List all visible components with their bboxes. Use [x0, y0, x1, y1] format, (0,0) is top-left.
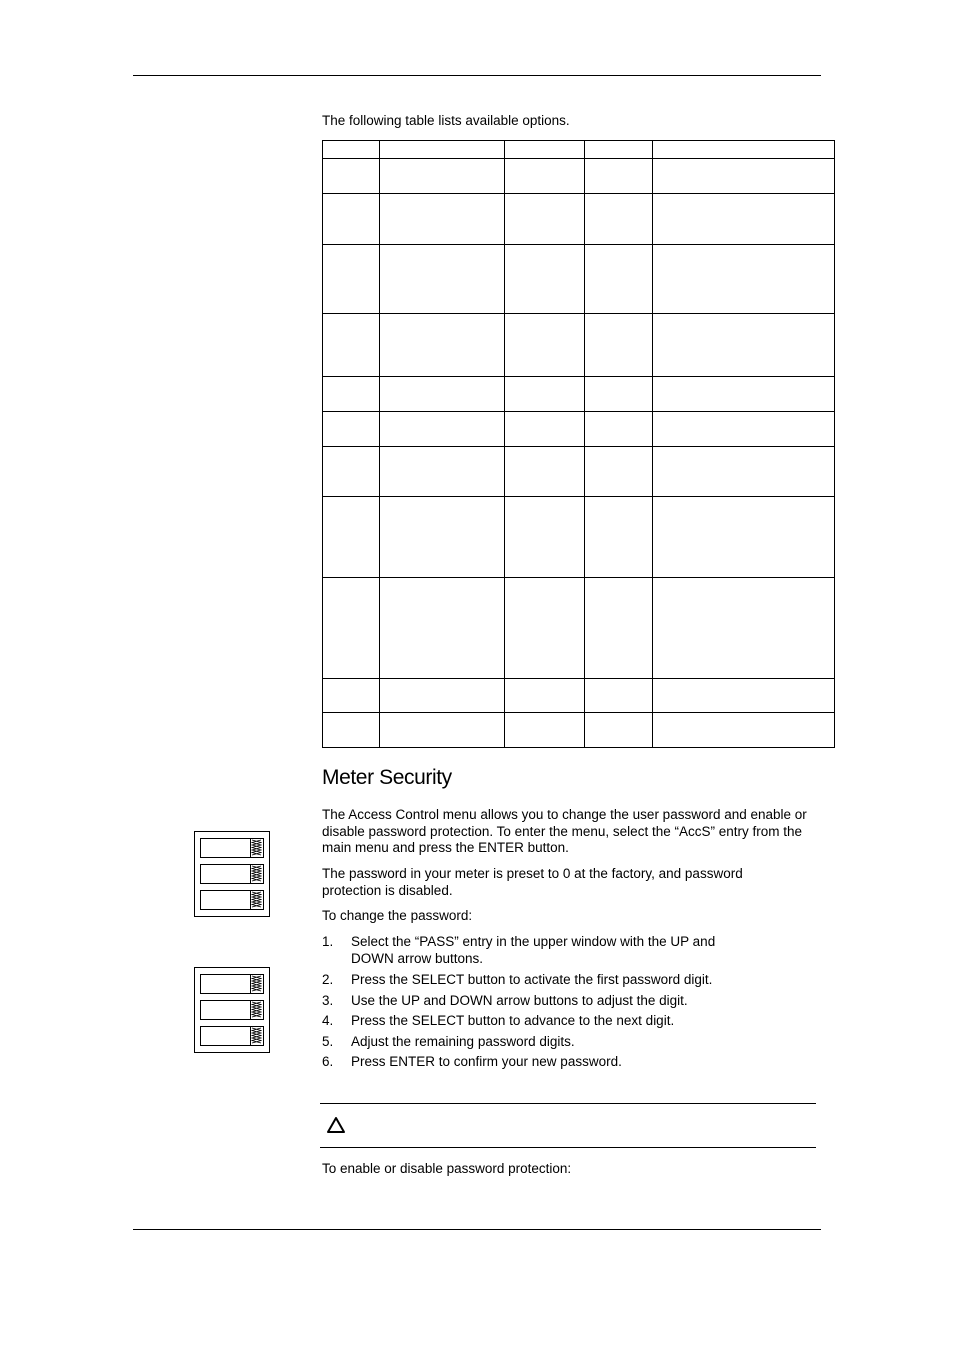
table-cell — [505, 497, 585, 578]
table-cell — [505, 159, 585, 194]
table-cell — [653, 412, 835, 447]
header-rule — [133, 75, 821, 76]
table-cell — [505, 141, 585, 159]
table-cell — [323, 377, 380, 412]
table-cell — [505, 377, 585, 412]
table-cell — [380, 194, 505, 245]
segment-pattern-icon — [251, 865, 262, 883]
change-password-heading: To change the password: — [322, 908, 473, 923]
table-row — [323, 679, 835, 713]
list-item: 4. Press the SELECT button to advance to the next digit. — [322, 1013, 675, 1028]
list-item: 3. Use the UP and DOWN arrow buttons to adjust the digit. — [322, 992, 688, 1008]
section-title: Meter Security — [322, 766, 452, 789]
table-cell — [585, 377, 653, 412]
table-cell — [585, 497, 653, 578]
display-window-upper — [200, 974, 264, 994]
list-item: 2. Press the SELECT button to activate the first password digit. — [322, 972, 713, 987]
table-cell — [380, 141, 505, 159]
table-cell — [505, 314, 585, 377]
table-cell — [505, 412, 585, 447]
table-cell — [323, 194, 380, 245]
table-row — [323, 141, 835, 159]
segment-pattern-icon — [251, 1001, 262, 1019]
table-cell — [585, 141, 653, 159]
table-cell — [323, 497, 380, 578]
table-cell — [505, 245, 585, 314]
table-cell — [323, 578, 380, 679]
table-cell — [653, 578, 835, 679]
display-window-middle — [200, 1000, 264, 1020]
display-window-upper — [200, 838, 264, 858]
table-cell — [653, 713, 835, 748]
table-cell — [380, 159, 505, 194]
table-cell — [323, 159, 380, 194]
table-row — [323, 194, 835, 245]
table-cell — [380, 578, 505, 679]
caution-triangle-icon — [326, 1116, 346, 1134]
table-cell — [653, 245, 835, 314]
table-cell — [505, 447, 585, 497]
table-cell — [323, 245, 380, 314]
table-cell — [323, 713, 380, 748]
table-row — [323, 578, 835, 679]
table-cell — [653, 497, 835, 578]
segment-pattern-icon — [251, 839, 262, 857]
table-cell — [585, 159, 653, 194]
table-cell — [323, 447, 380, 497]
table-cell — [585, 194, 653, 245]
options-table — [322, 140, 835, 748]
table-cell — [585, 412, 653, 447]
table-row — [323, 377, 835, 412]
table-cell — [653, 679, 835, 713]
table-cell — [323, 314, 380, 377]
table-cell — [380, 713, 505, 748]
table-cell — [585, 578, 653, 679]
access-control-paragraph: The Access Control menu allows you to change the user password and enable or disable password protection. To enter the menu, select the “AccS” entry from the main menu and press the ENTER button. — [322, 807, 807, 855]
table-cell — [380, 497, 505, 578]
table-cell — [585, 245, 653, 314]
table-cell — [505, 679, 585, 713]
table-cell — [653, 377, 835, 412]
table-row — [323, 314, 835, 377]
footer-rule — [133, 1229, 821, 1230]
factory-preset-paragraph: The password in your meter is preset to 0 at the factory, and password protection is disabled. — [322, 866, 743, 898]
segment-pattern-icon — [251, 1027, 262, 1045]
table-cell — [323, 141, 380, 159]
table-cell — [653, 314, 835, 377]
table-cell — [505, 194, 585, 245]
table-row — [323, 447, 835, 497]
segment-pattern-icon — [251, 975, 262, 993]
table-row — [323, 412, 835, 447]
caution-note — [320, 1103, 816, 1148]
list-item: 6. Press ENTER to confirm your new password. — [322, 1054, 622, 1069]
table-cell — [585, 713, 653, 748]
table-cell — [653, 141, 835, 159]
table-cell — [323, 412, 380, 447]
table-cell — [653, 447, 835, 497]
list-item: 5. Adjust the remaining password digits. — [322, 1033, 575, 1049]
display-window-middle — [200, 864, 264, 884]
password-steps-list — [322, 934, 721, 1071]
table-cell — [380, 245, 505, 314]
table-cell — [653, 159, 835, 194]
table-cell — [380, 679, 505, 713]
display-window-lower — [200, 1026, 264, 1046]
table-row — [323, 159, 835, 194]
list-item: 1. Select the “PASS” entry in the upper window with the UP and DOWN arrow buttons. — [322, 934, 716, 966]
table-cell — [380, 412, 505, 447]
table-cell — [585, 679, 653, 713]
segment-pattern-icon — [251, 891, 262, 909]
table-row — [323, 245, 835, 314]
table-cell — [380, 314, 505, 377]
meter-display-illustration — [194, 967, 270, 1053]
table-cell — [505, 713, 585, 748]
table-row — [323, 497, 835, 578]
intro-text: The following table lists available options. — [322, 113, 570, 128]
table-row — [323, 713, 835, 748]
table-cell — [585, 447, 653, 497]
display-window-lower — [200, 890, 264, 910]
table-cell — [323, 679, 380, 713]
table-cell — [585, 314, 653, 377]
table-cell — [380, 447, 505, 497]
table-cell — [380, 377, 505, 412]
table-cell — [653, 194, 835, 245]
table-cell — [505, 578, 585, 679]
meter-display-illustration — [194, 831, 270, 917]
enable-disable-heading: To enable or disable password protection: — [322, 1161, 572, 1176]
